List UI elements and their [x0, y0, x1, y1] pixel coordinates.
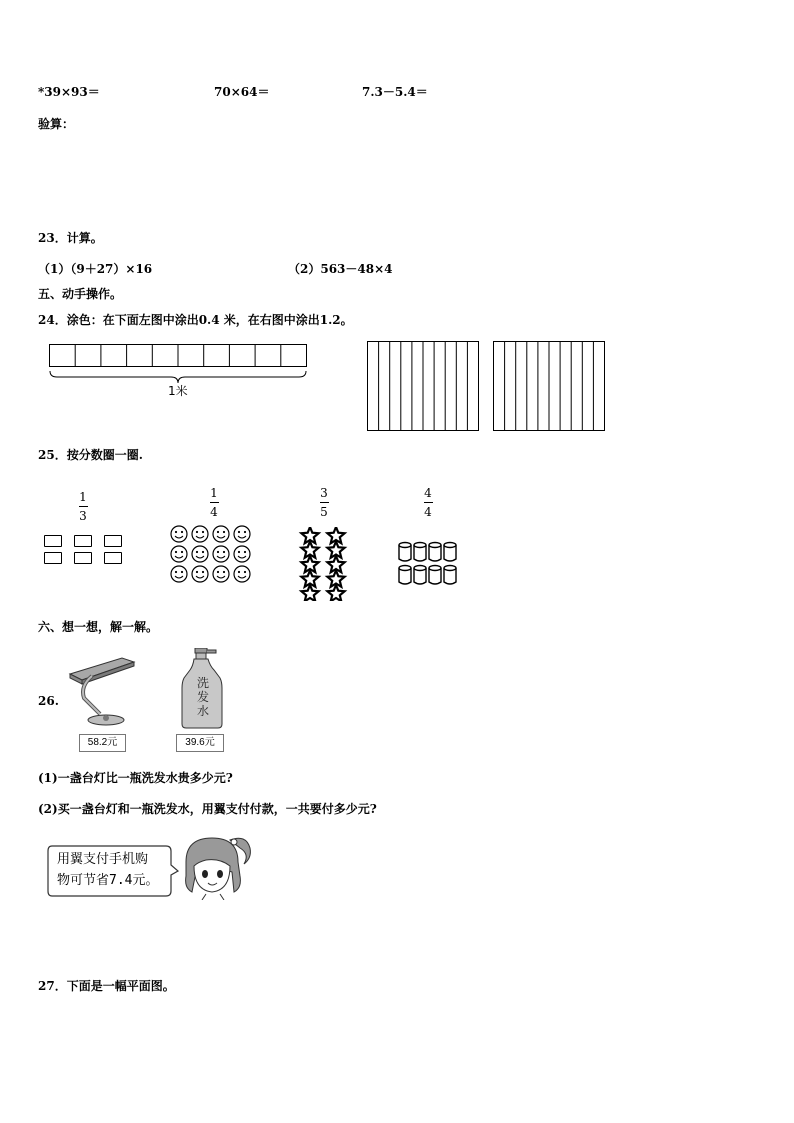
smiley-icon [192, 546, 208, 562]
cylinder-icon [399, 543, 411, 562]
section-5-title: 五、动手操作。 [38, 287, 123, 301]
smiley-icon [234, 566, 250, 582]
speech-line-1: 用翼支付手机购 [57, 852, 149, 867]
shampoo-label-char: 水 [196, 704, 209, 718]
cylinder-icon [414, 543, 426, 562]
ruler-strip-svg [49, 344, 309, 370]
smiley-icon [213, 526, 229, 542]
rectangle-icon [74, 552, 92, 564]
q27-title: 27．下面是一幅平面图。 [38, 979, 175, 993]
smiley-icon [171, 546, 187, 562]
cylinder-icon [444, 566, 456, 585]
ruler-label: 1米 [168, 384, 188, 398]
q23-part-2: （2）563－48×4 [288, 262, 393, 276]
expression-1: *39×93＝ [38, 85, 100, 99]
rectangle-icon [44, 535, 62, 547]
cylinder-icon [429, 543, 441, 562]
check-label: 验算： [38, 117, 75, 131]
girl-image [176, 832, 256, 904]
smiley-icon [234, 526, 250, 542]
stripe-grid-left [367, 341, 481, 437]
cylinder-group [397, 540, 461, 592]
stripe-grid-right [493, 341, 607, 437]
rectangle-icon [104, 552, 122, 564]
rectangle-icon [74, 535, 92, 547]
smiley-icon [213, 546, 229, 562]
cylinder-icon [414, 566, 426, 585]
q26-number: 26. [38, 694, 59, 708]
smiley-icon [171, 526, 187, 542]
fraction-1-4: 1 4 [210, 486, 218, 519]
expression-3: 7.3－5.4＝ [362, 85, 428, 99]
smiley-icon [171, 566, 187, 582]
q26-sub-question-2: (2)买一盏台灯和一瓶洗发水，用翼支付付款，一共要付多少元? [38, 802, 377, 816]
shampoo-label-char: 洗 [196, 676, 209, 690]
rectangle-icon [44, 552, 62, 564]
q23-title: 23．计算。 [38, 231, 103, 245]
smiley-icon [192, 526, 208, 542]
smiley-group [170, 525, 254, 591]
fraction-1-3: 1 3 [79, 490, 87, 523]
cylinder-icon [444, 543, 456, 562]
rectangle-icon [104, 535, 122, 547]
shampoo-label-char: 发 [196, 690, 209, 704]
smiley-icon [213, 566, 229, 582]
fraction-3-5: 3 5 [320, 486, 328, 519]
q26-sub-question-1: (1)一盏台灯比一瓶洗发水贵多少元? [38, 771, 233, 785]
fraction-4-4: 4 4 [424, 486, 432, 519]
rectangle-group [44, 535, 124, 565]
speech-line-2: 物可节省7.4元。 [57, 873, 159, 888]
cylinder-icon [399, 566, 411, 585]
q25-title: 25．按分数圈一圈. [38, 448, 143, 462]
shampoo-price-tag: 39.6元 [176, 734, 224, 752]
lamp-price-tag: 58.2元 [79, 734, 126, 752]
smiley-icon [234, 546, 250, 562]
ruler-strip [49, 344, 307, 368]
shampoo-label [192, 676, 214, 718]
section-6-title: 六、想一想，解一解。 [38, 620, 159, 634]
desk-lamp-image [62, 652, 142, 732]
ruler-dividers [75, 345, 281, 367]
expression-2: 70×64＝ [214, 85, 270, 99]
star-group [297, 527, 351, 605]
q23-part-1: （1）（9＋27）×16 [38, 262, 153, 276]
q24-title: 24．涂色：在下面左图中涂出0.4 米，在右图中涂出1.2。 [38, 313, 353, 327]
cylinder-icon [429, 566, 441, 585]
smiley-icon [192, 566, 208, 582]
